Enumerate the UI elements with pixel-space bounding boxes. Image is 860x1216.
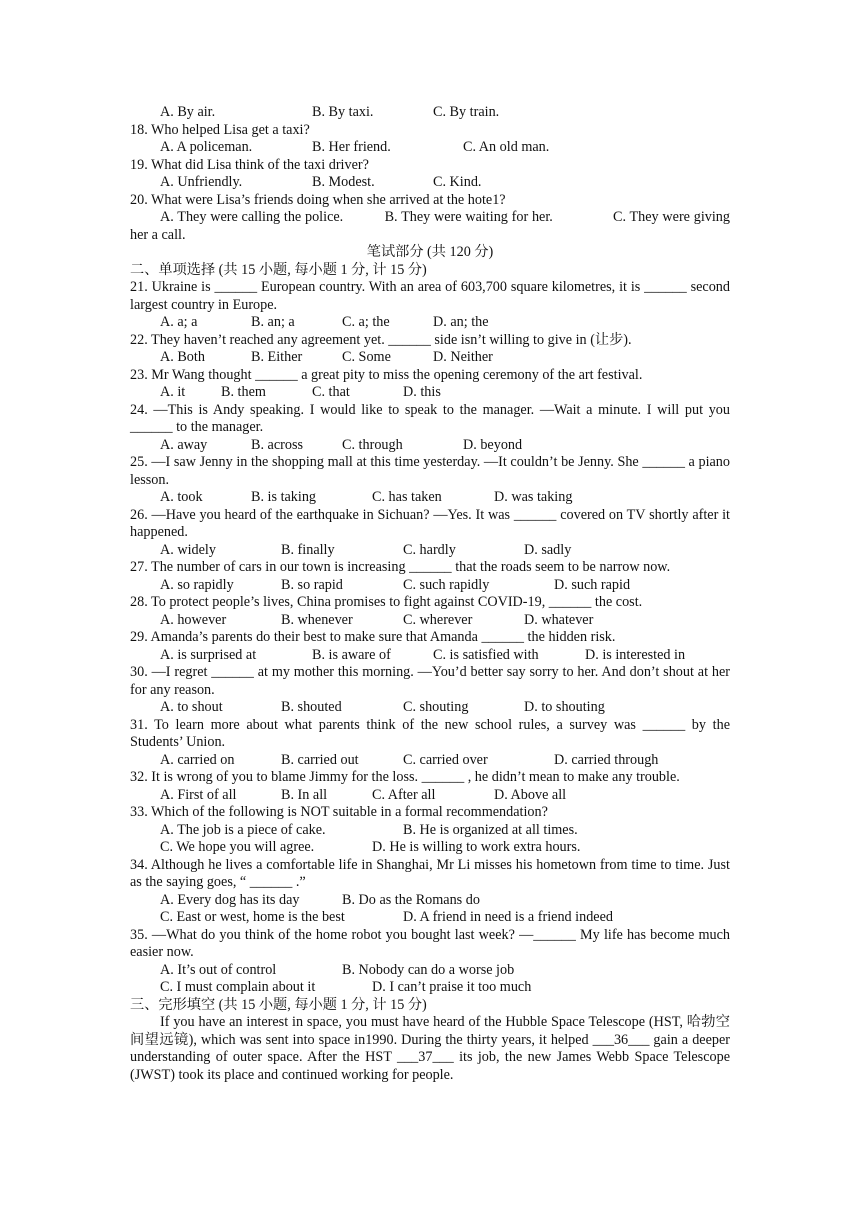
option-b[interactable]: B. By taxi. <box>312 104 374 120</box>
option-b[interactable]: B. carried out <box>281 751 359 768</box>
option-a[interactable]: A. By air. <box>160 104 216 120</box>
cloze-passage: If you have an interest in space, you must have heard of the Hubble Space Telescope (HST, 哈勃空间望远镜), which was sent into space in1990. During the thirty years, it helped ___36___ gain a deeper understanding of outer space. After the HST ___37___ its job, the new James Webb Space Telescope (JWST) took its place and continued working for people. <box>130 1014 730 1083</box>
option-d[interactable]: D. A friend in need is a friend indeed <box>403 909 613 925</box>
option-a[interactable]: A. It’s out of control <box>160 961 277 978</box>
question-29: 29. Amanda’s parents do their best to make sure that Amanda ______ the hidden risk. <box>130 629 616 645</box>
option-c[interactable]: C. Some <box>342 349 391 365</box>
options-35-row2 <box>130 979 730 997</box>
options-33-row2 <box>130 839 730 857</box>
option-a[interactable]: A. First of all <box>160 786 237 803</box>
options-19 <box>130 174 730 192</box>
option-a[interactable]: A. away <box>160 436 208 453</box>
option-d[interactable]: D. was taking <box>494 489 573 505</box>
option-a[interactable]: A. A policeman. <box>160 139 253 155</box>
options-33-row1 <box>130 822 730 840</box>
option-c[interactable]: C. East or west, home is the best <box>160 909 345 925</box>
option-b[interactable]: B. so rapid <box>281 576 343 593</box>
options-30 <box>130 699 730 717</box>
option-a[interactable]: A. to shout <box>160 699 223 715</box>
option-b[interactable]: B. Her friend. <box>312 139 391 155</box>
section-2-heading: 二、单项选择 (共 15 小题, 每小题 1 分, 计 15 分) <box>130 261 427 278</box>
question-32: 32. It is wrong of you to blame Jimmy for the loss. ______ , he didn’t mean to make any trouble. <box>130 769 680 785</box>
option-b[interactable]: B. Modest. <box>312 174 375 190</box>
option-a[interactable]: A. carried on <box>160 751 235 768</box>
option-a[interactable]: A. widely <box>160 541 216 558</box>
option-d[interactable]: D. to shouting <box>524 699 605 715</box>
options-35-row1 <box>130 962 730 980</box>
option-c[interactable]: C. After all <box>372 786 436 803</box>
option-a[interactable]: A. a; a <box>160 314 198 330</box>
question-31: 31. To learn more about what parents think of the new school rules, a survey was ______ by the Students’ Union. <box>130 716 730 750</box>
option-d[interactable]: D. this <box>403 384 441 400</box>
option-d[interactable]: D. such rapid <box>554 576 631 593</box>
option-d[interactable]: D. I can’t praise it too much <box>372 979 532 995</box>
options-25 <box>130 489 730 507</box>
options-18 <box>130 139 730 157</box>
option-b[interactable]: B. an; a <box>251 314 295 330</box>
option-b[interactable]: B. Nobody can do a worse job <box>342 961 515 978</box>
option-a[interactable]: A. so rapidly <box>160 576 234 593</box>
option-d[interactable]: D. is interested in <box>585 646 686 663</box>
options-21 <box>130 314 730 332</box>
option-a[interactable]: A. took <box>160 489 203 505</box>
question-19: 19. What did Lisa think of the taxi driver? <box>130 156 369 173</box>
option-a[interactable]: A. is surprised at <box>160 646 257 663</box>
question-18: 18. Who helped Lisa get a taxi? <box>130 121 310 138</box>
question-22: 22. They haven’t reached any agreement yet. ______ side isn’t willing to give in (让步). <box>130 331 632 348</box>
option-c[interactable]: C. hardly <box>403 541 456 558</box>
option-c[interactable]: C. By train. <box>433 104 500 120</box>
section-3-heading: 三、完形填空 (共 15 小题, 每小题 1 分, 计 15 分) <box>130 996 427 1013</box>
option-c[interactable]: C. through <box>342 436 403 453</box>
option-c[interactable]: C. We hope you will agree. <box>160 839 315 855</box>
exam-page <box>130 104 734 1084</box>
question-24: 24. —This is Andy speaking. I would like to speak to the manager. —Wait a minute. I will put you ______ to the manager. <box>130 401 730 435</box>
question-27: 27. The number of cars in our town is increasing ______ that the roads seem to be narrow now. <box>130 559 671 575</box>
option-c[interactable]: C. a; the <box>342 314 390 330</box>
option-d[interactable]: D. carried through <box>554 751 659 768</box>
option-a[interactable]: A. Unfriendly. <box>160 174 243 190</box>
option-c[interactable]: C. that <box>312 384 350 400</box>
option-c[interactable]: C. is satisfied with <box>433 646 539 663</box>
option-b[interactable]: B. shouted <box>281 699 342 715</box>
options-34-row1 <box>130 892 730 910</box>
options-31 <box>130 752 730 770</box>
option-b[interactable]: B. is aware of <box>312 646 391 663</box>
options-34-row2 <box>130 909 730 927</box>
option-d[interactable]: D. He is willing to work extra hours. <box>372 839 581 855</box>
option-a[interactable]: A. however <box>160 611 227 628</box>
question-20: 20. What were Lisa’s friends doing when she arrived at the hote1? <box>130 191 506 208</box>
option-c[interactable]: C. shouting <box>403 699 469 715</box>
question-34: 34. Although he lives a comfortable life in Shanghai, Mr Li misses his hometown from time to time. Just as the saying goes, “ ______ .” <box>130 856 730 890</box>
option-d[interactable]: D. beyond <box>463 436 523 453</box>
options-28 <box>130 612 730 630</box>
written-section-title: 笔试部分 (共 120 分) <box>366 244 494 260</box>
option-d[interactable]: D. whatever <box>524 611 594 628</box>
options-22 <box>130 349 730 367</box>
option-b[interactable]: B. Do as the Romans do <box>342 891 480 908</box>
question-35: 35. —What do you think of the home robot you bought last week? —______ My life has become much easier now. <box>130 926 730 960</box>
option-b[interactable]: B. whenever <box>281 611 353 628</box>
question-33: 33. Which of the following is NOT suitable in a formal recommendation? <box>130 804 548 820</box>
question-21: 21. Ukraine is ______ European country. With an area of 603,700 square kilometres, it is ______ second largest country in Europe. <box>130 279 730 313</box>
option-c[interactable]: C. An old man. <box>463 139 550 155</box>
options-24 <box>130 437 730 455</box>
option-c[interactable]: C. carried over <box>403 751 488 768</box>
option-a[interactable]: A. Every dog has its day <box>160 891 300 908</box>
option-c[interactable]: C. has taken <box>372 489 442 505</box>
option-b[interactable]: B. them <box>221 384 266 400</box>
option-a[interactable]: A. it <box>160 384 186 400</box>
option-a[interactable]: A. The job is a piece of cake. <box>160 821 326 838</box>
options-20[interactable]: A. They were calling the police. B. They were waiting for her. C. They were giving her a call. <box>130 209 734 243</box>
options-26 <box>130 542 730 560</box>
question-28: 28. To protect people’s lives, China promises to fight against COVID-19, ______ the cost. <box>130 594 643 610</box>
option-d[interactable]: D. Neither <box>433 349 493 365</box>
option-c[interactable]: C. Kind. <box>433 174 482 190</box>
options-32 <box>130 787 730 805</box>
option-c[interactable]: C. wherever <box>403 611 473 628</box>
question-23: 23. Mr Wang thought ______ a great pity to miss the opening ceremony of the art festival. <box>130 366 643 383</box>
option-d[interactable]: D. an; the <box>433 314 489 330</box>
option-b[interactable]: B. across <box>251 436 304 453</box>
option-c[interactable]: C. I must complain about it <box>160 979 316 995</box>
option-b[interactable]: B. In all <box>281 786 328 803</box>
question-25: 25. —I saw Jenny in the shopping mall at this time yesterday. —It couldn’t be Jenny. She ______ a piano lesson. <box>130 454 730 488</box>
option-d[interactable]: D. Above all <box>494 786 567 803</box>
question-26: 26. —Have you heard of the earthquake in Sichuan? —Yes. It was ______ covered on TV shortly after it happened. <box>130 506 730 540</box>
option-b[interactable]: B. is taking <box>251 489 317 505</box>
options-29 <box>130 647 730 665</box>
option-b[interactable]: B. He is organized at all times. <box>403 821 578 838</box>
option-a[interactable]: A. Both <box>160 349 205 365</box>
option-c[interactable]: C. such rapidly <box>403 576 490 593</box>
options-23 <box>130 384 730 402</box>
question-30: 30. —I regret ______ at my mother this morning. —You’d better say sorry to her. And don’t shout at her for any reason. <box>130 664 730 698</box>
option-b[interactable]: B. Either <box>251 349 303 365</box>
option-d[interactable]: D. sadly <box>524 541 572 558</box>
options-27 <box>130 577 730 595</box>
option-b[interactable]: B. finally <box>281 541 335 558</box>
options-17 <box>130 104 730 122</box>
